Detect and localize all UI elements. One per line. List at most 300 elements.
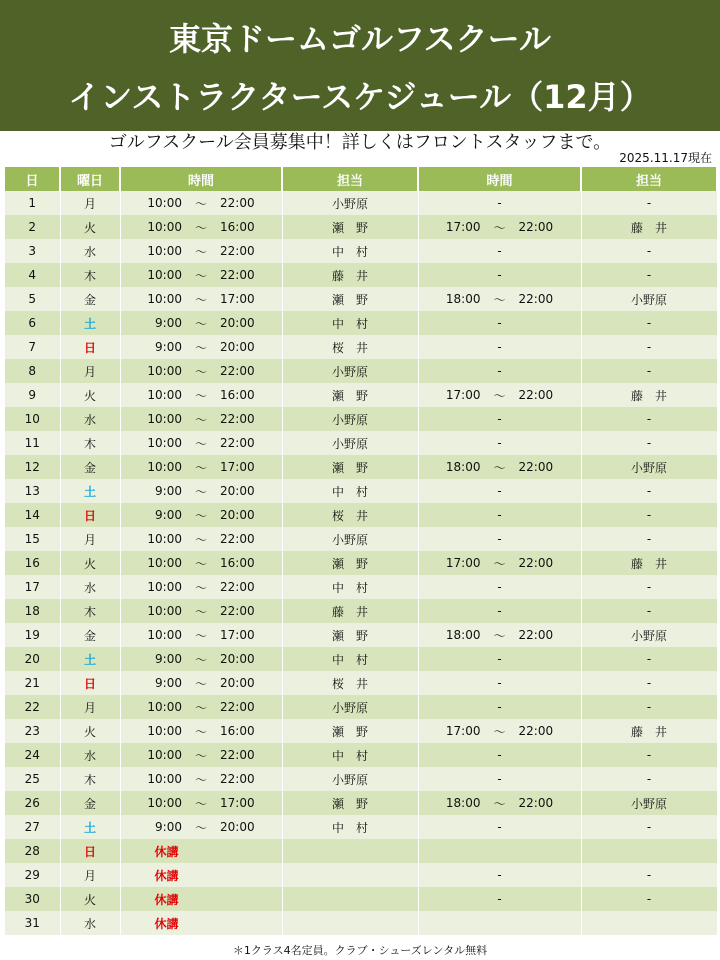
instructor-cell-2: - [581, 407, 717, 431]
closed-label: 休講 [154, 844, 179, 859]
time-cell-1 [120, 263, 282, 287]
instructor-cell-2: - [581, 815, 717, 839]
table-row [5, 359, 717, 383]
end-time: 22:00 [220, 532, 255, 546]
tilde-separator: ～ [493, 556, 506, 571]
instructor-cell-1: 小野原 [282, 767, 418, 791]
time-cell-1 [120, 695, 282, 719]
instructor-cell-1: 桜 井 [282, 671, 418, 695]
instructor-cell-2: - [581, 311, 717, 335]
tilde-separator: ～ [194, 388, 207, 403]
day-cell: 24 [5, 743, 60, 767]
time-cell-2: - [418, 431, 581, 455]
time-cell-2: - [418, 887, 581, 911]
time-cell-2-range [419, 387, 581, 404]
time-cell-2: - [418, 743, 581, 767]
time-cell-1 [120, 239, 282, 263]
day-cell: 12 [5, 455, 60, 479]
weekday-cell: 土 [60, 815, 120, 839]
start-time: 18:00 [445, 628, 481, 642]
tilde-separator: ～ [194, 220, 207, 235]
start-time: 10:00 [147, 220, 182, 234]
tilde-separator: ～ [194, 484, 207, 499]
start-time: 18:00 [445, 796, 481, 810]
tilde-separator: ～ [493, 220, 506, 235]
tilde-separator: ～ [194, 244, 207, 259]
end-time: 20:00 [220, 820, 255, 834]
start-time: 9:00 [155, 340, 182, 354]
end-time: 22:00 [518, 292, 554, 306]
day-cell: 20 [5, 647, 60, 671]
day-cell: 8 [5, 359, 60, 383]
time-cell-2 [418, 215, 581, 239]
time-cell-1-range [121, 603, 282, 620]
table-row [5, 503, 717, 527]
instructor-cell-1: 瀬 野 [282, 791, 418, 815]
weekday-cell: 金 [60, 455, 120, 479]
table-row [5, 623, 717, 647]
time-cell-1-range [121, 195, 282, 212]
time-cell-1 [120, 863, 282, 887]
time-cell-1 [120, 743, 282, 767]
start-time: 18:00 [445, 292, 481, 306]
weekday-cell: 水 [60, 239, 120, 263]
start-time: 10:00 [147, 772, 182, 786]
time-cell-1 [120, 287, 282, 311]
time-cell-1-range [121, 387, 282, 404]
time-cell-1 [120, 383, 282, 407]
end-time: 20:00 [220, 508, 255, 522]
table-row [5, 263, 717, 287]
start-time: 10:00 [147, 364, 182, 378]
time-cell-2: - [418, 503, 581, 527]
time-cell-1 [120, 887, 282, 911]
end-time: 20:00 [220, 484, 255, 498]
time-cell-1 [120, 479, 282, 503]
time-cell-1-range [121, 243, 282, 260]
day-cell: 23 [5, 719, 60, 743]
start-time: 10:00 [147, 604, 182, 618]
instructor-cell-1: 藤 井 [282, 263, 418, 287]
weekday-cell: 土 [60, 647, 120, 671]
tilde-separator: ～ [194, 796, 207, 811]
time-cell-2: - [418, 479, 581, 503]
end-time: 22:00 [220, 268, 255, 282]
end-time: 16:00 [220, 556, 255, 570]
time-cell-2 [418, 839, 581, 863]
start-time: 10:00 [147, 292, 182, 306]
time-cell-2: - [418, 527, 581, 551]
day-cell: 25 [5, 767, 60, 791]
time-cell-1-range [121, 363, 282, 380]
table-row [5, 407, 717, 431]
tilde-separator: ～ [194, 604, 207, 619]
end-time: 20:00 [220, 340, 255, 354]
day-cell: 6 [5, 311, 60, 335]
weekday-cell: 火 [60, 887, 120, 911]
time-cell-1 [120, 767, 282, 791]
tilde-separator: ～ [194, 508, 207, 523]
time-cell-1-range [121, 627, 282, 644]
instructor-cell-1: 瀬 野 [282, 623, 418, 647]
tilde-separator: ～ [194, 460, 207, 475]
start-time: 10:00 [147, 268, 182, 282]
instructor-cell-2: - [581, 575, 717, 599]
time-cell-1 [120, 599, 282, 623]
end-time: 22:00 [220, 244, 255, 258]
time-cell-1 [120, 623, 282, 647]
start-time: 17:00 [445, 388, 481, 402]
tilde-separator: ～ [493, 628, 506, 643]
tilde-separator: ～ [194, 820, 207, 835]
col-header-time-2: 時間 [418, 167, 581, 191]
tilde-separator: ～ [194, 652, 207, 667]
day-cell: 17 [5, 575, 60, 599]
weekday-cell: 火 [60, 719, 120, 743]
instructor-cell-1 [282, 887, 418, 911]
weekday-cell: 土 [60, 479, 120, 503]
time-cell-1 [120, 527, 282, 551]
instructor-cell-1: 藤 井 [282, 599, 418, 623]
instructor-cell-1: 桜 井 [282, 503, 418, 527]
day-cell: 14 [5, 503, 60, 527]
day-cell: 18 [5, 599, 60, 623]
instructor-cell-1: 小野原 [282, 407, 418, 431]
day-cell: 31 [5, 911, 60, 935]
col-header-day: 日 [5, 167, 60, 191]
instructor-cell-2 [581, 839, 717, 863]
time-cell-2: - [418, 263, 581, 287]
time-cell-2: - [418, 647, 581, 671]
time-cell-1-range [121, 819, 282, 836]
instructor-cell-2: 藤 井 [581, 383, 717, 407]
start-time: 10:00 [147, 388, 182, 402]
instructor-cell-1: 桜 井 [282, 335, 418, 359]
instructor-cell-1 [282, 863, 418, 887]
time-cell-1-range [121, 555, 282, 572]
time-cell-1-range [121, 411, 282, 428]
weekday-cell: 日 [60, 839, 120, 863]
instructor-cell-1: 中 村 [282, 239, 418, 263]
tilde-separator: ～ [194, 364, 207, 379]
tilde-separator: ～ [194, 676, 207, 691]
table-row [5, 335, 717, 359]
weekday-cell: 日 [60, 335, 120, 359]
time-cell-2 [418, 551, 581, 575]
start-time: 10:00 [147, 244, 182, 258]
weekday-cell: 月 [60, 359, 120, 383]
table-row [5, 599, 717, 623]
time-cell-2: - [418, 359, 581, 383]
end-time: 20:00 [220, 676, 255, 690]
time-cell-1-range [121, 579, 282, 596]
time-cell-1-range [121, 531, 282, 548]
start-time: 9:00 [155, 484, 182, 498]
table-row [5, 431, 717, 455]
time-cell-1 [120, 671, 282, 695]
weekday-cell: 月 [60, 863, 120, 887]
end-time: 22:00 [220, 580, 255, 594]
instructor-cell-1: 中 村 [282, 575, 418, 599]
time-cell-2: - [418, 695, 581, 719]
end-time: 17:00 [220, 460, 255, 474]
instructor-cell-2 [581, 911, 717, 935]
day-cell: 2 [5, 215, 60, 239]
instructor-cell-2: - [581, 503, 717, 527]
time-cell-1 [120, 911, 282, 935]
instructor-cell-2: - [581, 767, 717, 791]
start-time: 10:00 [147, 700, 182, 714]
time-cell-2-range [419, 459, 581, 476]
time-cell-2 [418, 287, 581, 311]
time-cell-2: - [418, 239, 581, 263]
time-cell-1 [120, 335, 282, 359]
col-header-instructor-1: 担当 [282, 167, 418, 191]
table-row [5, 311, 717, 335]
instructor-cell-1: 中 村 [282, 311, 418, 335]
instructor-cell-2: - [581, 695, 717, 719]
tilde-separator: ～ [194, 772, 207, 787]
instructor-cell-1: 瀬 野 [282, 551, 418, 575]
instructor-cell-2: - [581, 647, 717, 671]
weekday-cell: 金 [60, 287, 120, 311]
tilde-separator: ～ [194, 532, 207, 547]
time-cell-1 [120, 647, 282, 671]
instructor-cell-2: 藤 井 [581, 551, 717, 575]
time-cell-1 [120, 431, 282, 455]
footnote: ＊1クラス4名定員。クラブ・シューズレンタル無料 [232, 944, 488, 957]
weekday-cell: 水 [60, 911, 120, 935]
time-cell-1 [120, 407, 282, 431]
instructor-cell-2: - [581, 335, 717, 359]
day-cell: 13 [5, 479, 60, 503]
tilde-separator: ～ [194, 556, 207, 571]
time-cell-1-range [121, 771, 282, 788]
instructor-cell-1: 瀬 野 [282, 215, 418, 239]
table-header-row [5, 167, 717, 191]
instructor-cell-2: - [581, 431, 717, 455]
table-row [5, 215, 717, 239]
table-row [5, 743, 717, 767]
time-cell-1 [120, 719, 282, 743]
time-cell-2-range [419, 219, 581, 236]
end-time: 22:00 [220, 604, 255, 618]
start-time: 10:00 [147, 724, 182, 738]
tilde-separator: ～ [493, 796, 506, 811]
start-time: 9:00 [155, 508, 182, 522]
end-time: 22:00 [518, 220, 554, 234]
time-cell-1 [120, 359, 282, 383]
end-time: 16:00 [220, 388, 255, 402]
instructor-cell-2: - [581, 191, 717, 215]
instructor-cell-1: 中 村 [282, 647, 418, 671]
instructor-cell-2: 藤 井 [581, 215, 717, 239]
col-header-weekday: 曜日 [60, 167, 120, 191]
end-time: 17:00 [220, 292, 255, 306]
time-cell-1-range [121, 795, 282, 812]
closed-label: 休講 [154, 892, 179, 907]
start-time: 10:00 [147, 460, 182, 474]
col-header-instructor-2: 担当 [581, 167, 717, 191]
weekday-cell: 水 [60, 575, 120, 599]
weekday-cell: 木 [60, 431, 120, 455]
table-row [5, 791, 717, 815]
closed-label: 休講 [154, 868, 179, 883]
time-cell-2-range [419, 291, 581, 308]
end-time: 16:00 [220, 724, 255, 738]
time-cell-2: - [418, 311, 581, 335]
tilde-separator: ～ [194, 580, 207, 595]
time-cell-1-range [121, 483, 282, 500]
instructor-cell-2: - [581, 599, 717, 623]
day-cell: 19 [5, 623, 60, 647]
time-cell-1 [120, 575, 282, 599]
day-cell: 5 [5, 287, 60, 311]
time-cell-2 [418, 719, 581, 743]
schedule-title: インストラクタースケジュール（12月） [68, 78, 652, 116]
weekday-cell: 日 [60, 671, 120, 695]
time-cell-2: - [418, 407, 581, 431]
tilde-separator: ～ [194, 412, 207, 427]
instructor-cell-1: 中 村 [282, 479, 418, 503]
start-time: 10:00 [147, 556, 182, 570]
start-time: 9:00 [155, 676, 182, 690]
instructor-cell-2: 藤 井 [581, 719, 717, 743]
recruitment-notice: ゴルフスクール会員募集中！詳しくはフロントスタッフまで。 [108, 132, 612, 153]
table-row [5, 479, 717, 503]
start-time: 18:00 [445, 460, 481, 474]
start-time: 10:00 [147, 196, 182, 210]
tilde-separator: ～ [194, 748, 207, 763]
weekday-cell: 火 [60, 551, 120, 575]
instructor-cell-1: 小野原 [282, 431, 418, 455]
start-time: 10:00 [147, 580, 182, 594]
table-row [5, 839, 717, 863]
time-cell-1-range [121, 339, 282, 356]
day-cell: 10 [5, 407, 60, 431]
schedule-table [5, 167, 718, 935]
day-cell: 30 [5, 887, 60, 911]
weekday-cell: 水 [60, 407, 120, 431]
instructor-cell-1: 小野原 [282, 695, 418, 719]
weekday-cell: 金 [60, 791, 120, 815]
instructor-cell-2: - [581, 527, 717, 551]
time-cell-1-range [121, 699, 282, 716]
start-time: 17:00 [445, 556, 481, 570]
end-time: 22:00 [220, 196, 255, 210]
instructor-cell-2: - [581, 743, 717, 767]
time-cell-2 [418, 455, 581, 479]
day-cell: 28 [5, 839, 60, 863]
time-cell-1-range [121, 723, 282, 740]
time-cell-2: - [418, 815, 581, 839]
day-cell: 26 [5, 791, 60, 815]
time-cell-2: - [418, 599, 581, 623]
table-row [5, 671, 717, 695]
time-cell-1-range [121, 459, 282, 476]
time-cell-2 [418, 623, 581, 647]
time-cell-2: - [418, 863, 581, 887]
time-cell-1-range [121, 507, 282, 524]
start-time: 10:00 [147, 628, 182, 642]
time-cell-1-range [121, 747, 282, 764]
table-row [5, 551, 717, 575]
instructor-cell-2: - [581, 671, 717, 695]
tilde-separator: ～ [493, 460, 506, 475]
table-row [5, 455, 717, 479]
time-cell-2 [418, 383, 581, 407]
time-cell-2-range [419, 795, 581, 812]
instructor-cell-2: - [581, 887, 717, 911]
instructor-cell-2: 小野原 [581, 287, 717, 311]
end-time: 22:00 [220, 364, 255, 378]
weekday-cell: 木 [60, 263, 120, 287]
start-time: 17:00 [445, 724, 481, 738]
time-cell-2: - [418, 767, 581, 791]
instructor-cell-1: 瀬 野 [282, 719, 418, 743]
tilde-separator: ～ [493, 292, 506, 307]
day-cell: 22 [5, 695, 60, 719]
end-time: 22:00 [220, 700, 255, 714]
instructor-cell-1: 瀬 野 [282, 455, 418, 479]
instructor-cell-1: 小野原 [282, 191, 418, 215]
instructor-cell-2: 小野原 [581, 455, 717, 479]
time-cell-2-range [419, 723, 581, 740]
day-cell: 4 [5, 263, 60, 287]
instructor-cell-1: 中 村 [282, 743, 418, 767]
start-time: 17:00 [445, 220, 481, 234]
time-cell-1-range [121, 675, 282, 692]
day-cell: 9 [5, 383, 60, 407]
day-cell: 11 [5, 431, 60, 455]
time-cell-1 [120, 215, 282, 239]
day-cell: 1 [5, 191, 60, 215]
instructor-cell-1 [282, 839, 418, 863]
instructor-cell-2: - [581, 359, 717, 383]
table-row [5, 287, 717, 311]
time-cell-1 [120, 191, 282, 215]
start-time: 9:00 [155, 316, 182, 330]
instructor-cell-2: - [581, 263, 717, 287]
school-title: 東京ドームゴルフスクール [168, 20, 552, 58]
closed-label: 休講 [154, 916, 179, 931]
tilde-separator: ～ [194, 724, 207, 739]
instructor-cell-2: 小野原 [581, 791, 717, 815]
start-time: 10:00 [147, 412, 182, 426]
weekday-cell: 水 [60, 743, 120, 767]
start-time: 10:00 [147, 436, 182, 450]
weekday-cell: 日 [60, 503, 120, 527]
instructor-cell-2: - [581, 239, 717, 263]
time-cell-1 [120, 551, 282, 575]
tilde-separator: ～ [493, 388, 506, 403]
tilde-separator: ～ [194, 316, 207, 331]
time-cell-1 [120, 791, 282, 815]
table-row [5, 647, 717, 671]
instructor-cell-1: 中 村 [282, 815, 418, 839]
end-time: 22:00 [220, 436, 255, 450]
weekday-cell: 木 [60, 599, 120, 623]
instructor-cell-1: 小野原 [282, 359, 418, 383]
start-time: 10:00 [147, 748, 182, 762]
time-cell-2-range [419, 555, 581, 572]
page-header [0, 0, 720, 131]
end-time: 20:00 [220, 316, 255, 330]
weekday-cell: 月 [60, 695, 120, 719]
table-row [5, 191, 717, 215]
weekday-cell: 土 [60, 311, 120, 335]
instructor-cell-1: 瀬 野 [282, 287, 418, 311]
